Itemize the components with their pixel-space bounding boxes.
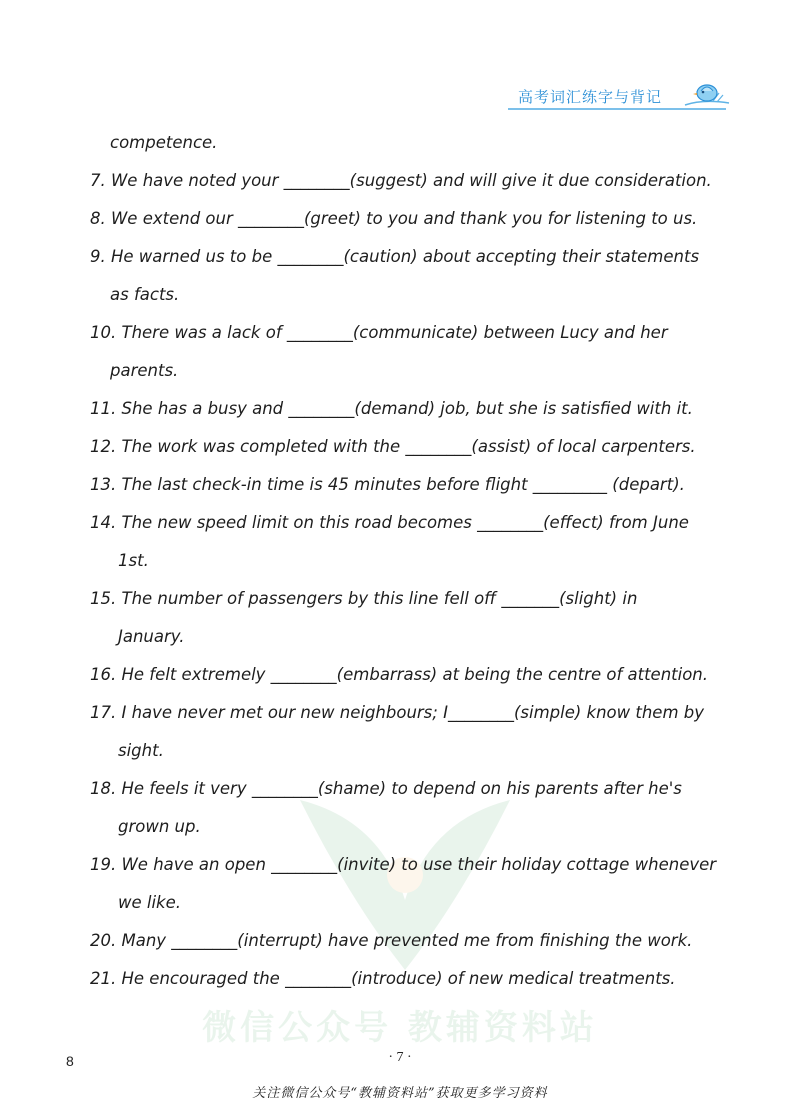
side-page-number: 8 <box>66 1053 74 1069</box>
exercise-line: 18. He feels it very ________(shame) to depend on his parents after he's <box>90 779 682 798</box>
header-title: 高考词汇练字与背记 <box>518 88 663 106</box>
exercise-line: 19. We have an open ________(invite) to use their holiday cottage whenever <box>90 855 717 874</box>
exercise-line: 9. He warned us to be ________(caution) about accepting their statements <box>90 247 700 266</box>
exercise-line: 21. He encouraged the ________(introduce) of new medical treatments. <box>90 969 676 988</box>
exercise-line: 8. We extend our ________(greet) to you and thank you for listening to us. <box>90 209 698 228</box>
bird-icon <box>683 77 731 111</box>
footer-note: 关注微信公众号“教辅资料站”获取更多学习资料 <box>252 1086 548 1101</box>
exercise-line: 14. The new speed limit on this road becomes ________(effect) from June <box>90 513 689 532</box>
exercise-line: 16. He felt extremely ________(embarrass) at being the centre of attention. <box>90 665 709 684</box>
exercise-line: 12. The work was completed with the ________(assist) of local carpenters. <box>90 437 696 456</box>
exercise-line: 10. There was a lack of ________(communicate) between Lucy and her <box>90 323 668 342</box>
exercise-line: 15. The number of passengers by this line fell off _______(slight) in <box>90 589 638 608</box>
exercise-line: we like. <box>118 893 182 912</box>
exercise-line: parents. <box>110 361 179 380</box>
exercise-line: grown up. <box>118 817 201 836</box>
exercise-line: 11. She has a busy and ________(demand) job, but she is satisfied with it. <box>90 399 693 418</box>
exercise-line: sight. <box>118 741 164 760</box>
exercise-line: January. <box>118 627 185 646</box>
exercise-line: 20. Many ________(interrupt) have prevented me from finishing the work. <box>90 931 693 950</box>
exercise-line: 1st. <box>118 551 149 570</box>
exercise-line: 17. I have never met our new neighbours; I________(simple) know them by <box>90 703 705 722</box>
exercise-line: as facts. <box>110 285 180 304</box>
exercise-line: 7. We have noted your ________(suggest) and will give it due consideration. <box>90 171 712 190</box>
watermark-text: 微信公众号 教辅资料站 <box>202 1008 598 1048</box>
exercise-line: competence. <box>110 133 218 152</box>
page-number: · 7 · <box>388 1050 412 1065</box>
exercise-line: 13. The last check-in time is 45 minutes before flight _________ (depart). <box>90 475 685 494</box>
